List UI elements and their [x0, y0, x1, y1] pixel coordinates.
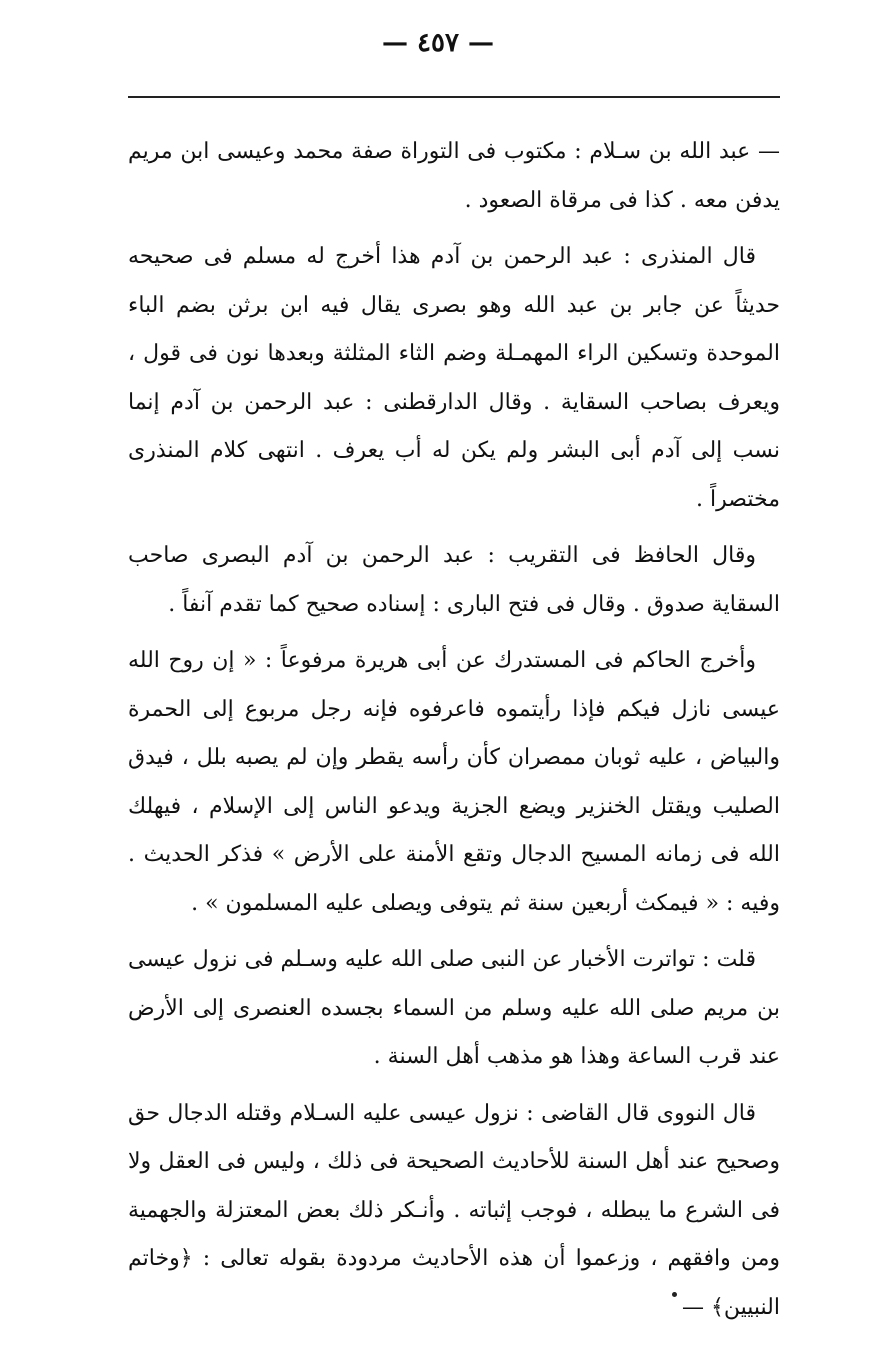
- paragraph-1: — عبد الله بن سـلام : مكتوب فى التوراة صفة محمد وعيسى ابن مريم يدفن معه . كذا فى مرقاة الصعود .: [128, 139, 780, 213]
- paragraph-4: وأخرج الحاكم فى المستدرك عن أبى هريرة مرفوعاً : « إن روح الله عيسى نازل فيكم فإذا رأيتموه فاعرفوه فإنه رجل مربوع إلى الحمرة والبياض ، عليه ثوبان ممصران كأن رأسه يقطر وإن لم يصبه بلل ، فيدق الصليب ويقتل الخنزير ويضع الجزية ويدعو الناس إلى الإسلام ، فيهلك الله فى زمانه المسيح الدجال وتقع الأمنة على الأرض » فذكر الحديث . وفيه : « فيمكث أربعين سنة ثم يتوفى ويصلى عليه المسلمون » .: [128, 648, 780, 916]
- paragraph-5: قلت : تواترت الأخبار عن النبى صلى الله عليه وسـلم فى نزول عيسى بن مريم صلى الله عليه وسلم من السماء بجسده العنصرى إلى الأرض عند قرب الساعة وهذا هو مذهب أهل السنة .: [128, 947, 780, 1069]
- paragraph-3: وقال الحافظ فى التقريب : عبد الرحمن بن آدم البصرى صاحب السقاية صدوق . وقال فى فتح البارى : إسناده صحيح كما تقدم آنفاً .: [128, 543, 780, 617]
- page-number: — ٤٥٧ —: [381, 28, 495, 58]
- header-rule: [128, 96, 780, 98]
- paragraph-6: قال النووى قال القاضى : نزول عيسى عليه السـلام وقتله الدجال حق وصحيح عند أهل السنة للأحاديث الصحيحة فى ذلك ، وليس فى العقل ولا فى الشرع ما يبطله ، فوجب إثباته . وأنـكر ذلك بعض المعتزلة والجهمية ومن وافقهم ، وزعموا أن هذه الأحاديث مردودة بقوله تعالى : ﴿وخاتم النبيين﴾ —: [128, 1100, 780, 1320]
- ink-dot: [672, 1292, 677, 1297]
- paragraph-2: قال المنذرى : عبد الرحمن بن آدم هذا أخرج له مسلم فى صحيحه حديثاً عن جابر بن عبد الله وهو بصرى يقال فيه ابن برثن بضم الباء الموحدة وتسكين الراء المهمـلة وضم الثاء المثلثة وبعدها نون فى قول ، ويعرف بصاحب السقاية . وقال الدارقطنى : عبد الرحمن بن آدم إنما نسب إلى آدم أبى البشر ولم يكن له أب يعرف . انتهى كلام المنذرى مختصراً .: [128, 244, 780, 512]
- body-text: [128, 128, 780, 1332]
